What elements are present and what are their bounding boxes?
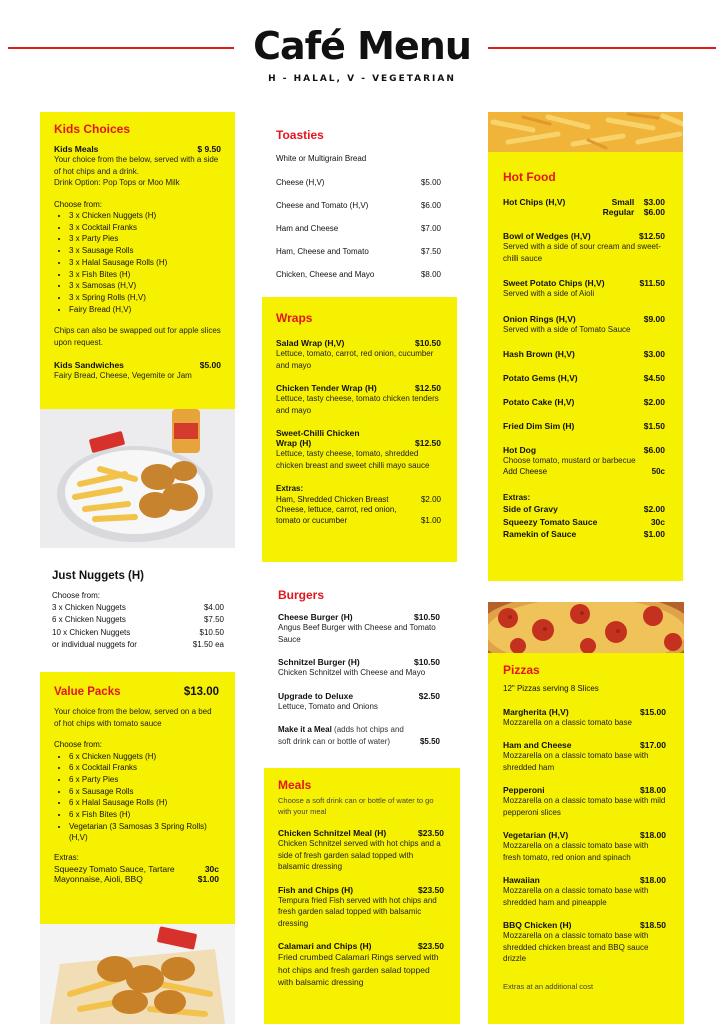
fries-photo bbox=[488, 112, 683, 152]
wraps-title: Wraps bbox=[276, 311, 313, 325]
meal-upgrade-name: Make it a Meal bbox=[278, 725, 332, 734]
value-packs-header bbox=[54, 686, 219, 698]
hot-food-extra-row bbox=[503, 528, 665, 541]
nuggets-row-name: 6 x Chicken Nuggets bbox=[52, 615, 126, 624]
toasties-bread: White or Multigrain Bread bbox=[276, 154, 367, 163]
wrap-extra-price: $2.00 bbox=[420, 494, 441, 504]
burger-name: Upgrade to Deluxe bbox=[278, 690, 354, 701]
toastie-name: Ham, Cheese and Tomato bbox=[276, 246, 369, 256]
hot-food-extra-price: $2.00 bbox=[643, 504, 665, 514]
pizzas-note: 12" Pizzas serving 8 Slices bbox=[503, 684, 599, 693]
hot-chips-regular-price: $6.00 bbox=[643, 207, 665, 217]
hot-food-name: Fried Dim Sim (H) bbox=[503, 421, 575, 431]
wrap-row bbox=[276, 383, 441, 393]
hot-dog-price: $6.00 bbox=[643, 445, 665, 455]
wrap-desc: Lettuce, tasty cheese, tomato chicken tenders and mayo bbox=[276, 394, 439, 415]
pizza-name: Hawaiian bbox=[503, 875, 540, 885]
wrap-name: Wrap (H) bbox=[276, 438, 312, 448]
meals-title: Meals bbox=[278, 778, 312, 792]
hot-food-extra-name: Side of Gravy bbox=[503, 504, 558, 514]
table-row bbox=[276, 224, 441, 247]
hot-food-name: Onion Rings (H,V) bbox=[503, 313, 576, 324]
pizza-desc: Mozzarella on a classic tomato base with shredded chicken breast and BBQ sauce drizzle bbox=[503, 931, 649, 963]
table-row bbox=[276, 178, 441, 201]
meal-price: $23.50 bbox=[418, 941, 444, 951]
hot-food-name: Potato Cake (H,V) bbox=[503, 397, 575, 407]
wrap-name: Sweet-Chilli Chicken bbox=[276, 428, 360, 438]
kids-meals-row bbox=[54, 144, 221, 154]
pizza-price: $15.00 bbox=[640, 706, 666, 717]
value-choose-from: Choose from: bbox=[54, 740, 103, 749]
pizza-row bbox=[503, 740, 666, 750]
pizza-row bbox=[503, 785, 666, 795]
hot-dog-add-price: 50c bbox=[651, 466, 665, 476]
kids-chips-note: Chips can also be swapped out for apple slices upon request. bbox=[54, 326, 221, 347]
hot-food-row bbox=[503, 397, 665, 421]
table-row bbox=[52, 639, 224, 652]
meal-row bbox=[278, 885, 444, 895]
list-item: • 6 x Sausage Rolls bbox=[69, 786, 219, 798]
hot-food-extra-name: Squeezy Tomato Sauce bbox=[503, 516, 598, 527]
toastie-name: Cheese and Tomato (H,V) bbox=[276, 200, 369, 210]
wrap-price: $12.50 bbox=[415, 383, 441, 393]
list-item: • 3 x Spring Rolls (H,V) bbox=[69, 292, 221, 304]
hot-food-extras-label: Extras: bbox=[503, 492, 531, 502]
menu-subtitle: H - HALAL, V - VEGETARIAN bbox=[268, 74, 456, 84]
hot-food-name: Bowl of Wedges (H,V) bbox=[503, 231, 591, 241]
table-row bbox=[52, 627, 224, 640]
list-item: • 6 x Fish Bites (H) bbox=[69, 809, 219, 821]
toasties-title: Toasties bbox=[276, 128, 324, 142]
hot-dog-add-label: Add Cheese bbox=[503, 466, 548, 476]
meal-desc: Chicken Schnitzel served with hot chips and a side of fresh garden salad topped with balsamic dressing bbox=[278, 839, 441, 871]
hot-chips-name: Hot Chips (H,V) bbox=[503, 197, 566, 207]
hot-food-desc: Served with a side of Tomato Sauce bbox=[503, 324, 631, 334]
nuggets-row-price: $10.50 bbox=[199, 627, 224, 637]
wrap-name: Chicken Tender Wrap (H) bbox=[276, 383, 377, 393]
list-item: • 6 x Cocktail Franks bbox=[69, 762, 219, 774]
pizza-price: $18.00 bbox=[640, 875, 666, 885]
kids-choice-list bbox=[54, 210, 221, 315]
list-item: • 3 x Chicken Nuggets (H) bbox=[69, 210, 221, 222]
pizza-row bbox=[503, 875, 666, 885]
wrap-extra-row bbox=[276, 495, 441, 504]
hot-food-desc: Served with a side of Aioli bbox=[503, 289, 595, 298]
value-extra-row bbox=[54, 864, 219, 874]
pizza-desc: Mozzarella on a classic tomato base bbox=[503, 717, 632, 727]
table-row bbox=[276, 201, 441, 224]
hot-dog-add-row bbox=[503, 467, 665, 476]
burger-name: Schnitzel Burger (H) bbox=[278, 657, 360, 667]
hot-food-price: $12.50 bbox=[639, 231, 665, 241]
burger-name: Cheese Burger (H) bbox=[278, 612, 353, 622]
hot-food-extra-price: $1.00 bbox=[643, 529, 665, 539]
pizza-row bbox=[503, 920, 666, 930]
value-extra-name: Mayonnaise, Aioli, BBQ bbox=[54, 873, 143, 884]
list-item: • 3 x Party Pies bbox=[69, 233, 221, 245]
hot-food-row bbox=[503, 421, 665, 445]
pizza-price: $18.00 bbox=[640, 785, 666, 795]
hot-food-name: Potato Gems (H,V) bbox=[503, 373, 578, 383]
value-extras-label: Extras: bbox=[54, 853, 79, 863]
hot-dog-name: Hot Dog bbox=[503, 445, 537, 455]
hot-food-name: Hash Brown (H,V) bbox=[503, 349, 575, 359]
table-row bbox=[276, 247, 441, 270]
table-row bbox=[52, 614, 224, 627]
hot-chips-small-price: $3.00 bbox=[643, 197, 665, 207]
meal-upgrade-price: $5.50 bbox=[419, 736, 440, 746]
value-pack-photo bbox=[40, 924, 235, 1024]
nuggets-row-name: 10 x Chicken Nuggets bbox=[52, 627, 131, 637]
hot-food-row bbox=[503, 278, 665, 288]
kids-choose-from: Choose from: bbox=[54, 199, 103, 209]
hot-food-price: $2.00 bbox=[643, 397, 665, 407]
kids-sandwiches-row bbox=[54, 360, 221, 370]
burger-desc: Chicken Schnitzel with Cheese and Mayo bbox=[278, 668, 426, 677]
hot-food-name: Sweet Potato Chips (H,V) bbox=[503, 278, 605, 288]
meals-note: Choose a soft drink can or bottle of water to go with your meal bbox=[278, 796, 434, 816]
value-extra-price: $1.00 bbox=[197, 873, 219, 884]
pizza-row bbox=[503, 707, 666, 717]
hot-food-extra-row bbox=[503, 503, 665, 516]
wrap-extra-name: Ham, Shredded Chicken Breast bbox=[276, 494, 389, 504]
list-item: • 6 x Party Pies bbox=[69, 774, 219, 786]
value-extra-name: Squeezy Tomato Sauce, Tartare bbox=[54, 863, 175, 874]
list-item: • 3 x Samosas (H,V) bbox=[69, 280, 221, 292]
hot-food-panel bbox=[488, 152, 683, 581]
pizzas-title: Pizzas bbox=[503, 663, 540, 677]
meal-price: $23.50 bbox=[418, 884, 444, 895]
meal-row bbox=[278, 828, 444, 838]
pizza-price: $18.50 bbox=[640, 920, 666, 930]
pizza-photo bbox=[488, 602, 684, 653]
pizza-name: Vegetarian (H,V) bbox=[503, 830, 569, 840]
meals-panel bbox=[264, 768, 460, 1024]
list-item: • 3 x Fish Bites (H) bbox=[69, 269, 221, 281]
pizza-desc: Mozzarella on a classic tomato base with mild pepperoni slices bbox=[503, 796, 666, 817]
kids-drink-option: Drink Option: Pop Tops or Moo Milk bbox=[54, 178, 180, 187]
burgers-title: Burgers bbox=[278, 588, 325, 602]
pizzas-panel bbox=[488, 653, 684, 1024]
meal-row bbox=[278, 941, 444, 951]
wrap-desc: Lettuce, tasty cheese, tomato, shredded chicken breast and sweet chilli mayo sauce bbox=[276, 449, 430, 470]
pizza-name: BBQ Chicken (H) bbox=[503, 920, 572, 930]
burgers-section bbox=[278, 588, 440, 747]
table-row bbox=[276, 270, 441, 293]
pizza-name: Ham and Cheese bbox=[503, 740, 572, 750]
list-item: • 6 x Halal Sausage Rolls (H) bbox=[69, 797, 219, 809]
kids-meals-desc: Your choice from the below, served with a side of hot chips and a drink. bbox=[54, 155, 219, 176]
wraps-panel bbox=[262, 297, 457, 562]
toastie-price: $8.00 bbox=[420, 269, 441, 279]
toastie-price: $6.00 bbox=[420, 200, 441, 210]
value-extra-price: 30c bbox=[204, 863, 219, 874]
wrap-price: $12.50 bbox=[415, 438, 441, 448]
hot-chips-row bbox=[503, 197, 665, 207]
pizza-row bbox=[503, 830, 666, 840]
hot-chips-regular-label: Regular bbox=[602, 207, 635, 217]
pizza-name: Margherita (H,V) bbox=[503, 706, 569, 717]
toastie-name: Ham and Cheese bbox=[276, 223, 339, 233]
hot-food-price: $11.50 bbox=[639, 278, 665, 288]
burger-desc: Lettuce, Tomato and Onions bbox=[278, 701, 378, 711]
meal-name: Chicken Schnitzel Meal (H) bbox=[278, 828, 387, 838]
kids-meals-price: $ 9.50 bbox=[197, 144, 221, 154]
meal-desc: Fried crumbed Calamari Rings served with hot chips and fresh garden salad topped with balsamic dressing bbox=[278, 952, 439, 987]
pizza-desc: Mozzarella on a classic tomato base with fresh tomato, red onion and spinach bbox=[503, 841, 649, 862]
hot-chips-regular-row bbox=[503, 207, 665, 217]
hot-food-price: $1.50 bbox=[643, 421, 665, 431]
value-extra-row bbox=[54, 874, 219, 884]
kids-meal-photo bbox=[40, 409, 235, 548]
kids-sandwiches-desc: Fairy Bread, Cheese, Vegemite or Jam bbox=[54, 371, 192, 381]
meal-price: $23.50 bbox=[418, 828, 444, 838]
wrap-name: Salad Wrap (H,V) bbox=[276, 338, 345, 348]
pizza-name: Pepperoni bbox=[503, 785, 545, 795]
hot-food-extra-row bbox=[503, 516, 665, 529]
kids-sandwiches-price: $5.00 bbox=[199, 360, 221, 371]
hot-food-price: $4.50 bbox=[643, 373, 665, 383]
burger-row bbox=[278, 691, 440, 701]
wrap-desc: Lettuce, tomato, carrot, red onion, cucumber and mayo bbox=[276, 349, 434, 370]
list-item: • 3 x Halal Sausage Rolls (H) bbox=[69, 257, 221, 269]
list-item: • 6 x Chicken Nuggets (H) bbox=[69, 751, 219, 763]
toastie-price: $7.50 bbox=[420, 246, 441, 256]
wrap-extra-name: Cheese, lettuce, carrot, red onion, tomato or cucumber bbox=[276, 504, 397, 525]
list-item: • Vegetarian (3 Samosas 3 Spring Rolls) (H,V) bbox=[69, 821, 219, 844]
value-packs-title: Value Packs bbox=[54, 686, 121, 698]
hot-food-row bbox=[503, 231, 665, 241]
toastie-name: Chicken, Cheese and Mayo bbox=[276, 269, 375, 279]
pizzas-footer: Extras at an additional cost bbox=[503, 981, 594, 991]
meal-upgrade-note: (adds hot chips and soft drink can or bottle of water) bbox=[278, 725, 404, 746]
meal-name: Fish and Chips (H) bbox=[278, 884, 354, 895]
burger-row bbox=[278, 657, 440, 667]
burger-row bbox=[278, 612, 440, 622]
hot-dog-row bbox=[503, 445, 665, 455]
kids-sandwiches-name: Kids Sandwiches bbox=[54, 360, 124, 371]
wrap-row bbox=[276, 438, 441, 448]
kids-meals-name: Kids Meals bbox=[54, 144, 99, 154]
meal-desc: Tempura fried Fish served with hot chips and fresh garden salad topped with balsamic dressing bbox=[278, 895, 437, 928]
wrap-price: $10.50 bbox=[415, 338, 441, 348]
hot-food-extra-price: 30c bbox=[650, 516, 665, 527]
list-item: • 3 x Cocktail Franks bbox=[69, 222, 221, 234]
hot-food-title: Hot Food bbox=[503, 170, 556, 184]
wrap-extra-price: $1.00 bbox=[420, 516, 441, 525]
nuggets-choose-from: Choose from: bbox=[52, 591, 101, 600]
meal-name: Calamari and Chips (H) bbox=[278, 941, 372, 951]
nuggets-row-price: $1.50 ea bbox=[192, 640, 224, 649]
menu-title: Café Menu bbox=[253, 24, 471, 68]
kids-choices-panel bbox=[40, 112, 235, 409]
list-item: • Fairy Bread (H,V) bbox=[69, 304, 221, 316]
meal-upgrade-row bbox=[278, 724, 440, 747]
wrap-row-line1 bbox=[276, 428, 441, 438]
hot-food-price: $3.00 bbox=[643, 349, 665, 359]
value-packs-panel bbox=[40, 672, 235, 924]
value-packs-price: $13.00 bbox=[183, 686, 219, 698]
nuggets-row-price: $4.00 bbox=[203, 602, 224, 612]
hot-food-price: $9.00 bbox=[643, 313, 665, 324]
nuggets-title: Just Nuggets (H) bbox=[52, 570, 144, 582]
value-choice-list bbox=[54, 751, 219, 845]
nuggets-row-name: or individual nuggets for bbox=[52, 640, 137, 649]
pizza-price: $17.00 bbox=[640, 740, 666, 750]
nuggets-row-price: $7.50 bbox=[203, 615, 224, 624]
hot-food-row bbox=[503, 349, 665, 373]
toastie-price: $5.00 bbox=[420, 177, 441, 187]
pizza-desc: Mozzarella on a classic tomato base with shredded ham and pineapple bbox=[503, 886, 649, 907]
hot-food-row bbox=[503, 314, 665, 324]
burger-price: $10.50 bbox=[414, 657, 440, 667]
pizza-price: $18.00 bbox=[640, 830, 666, 840]
list-item: • 3 x Sausage Rolls bbox=[69, 245, 221, 257]
toastie-name: Cheese (H,V) bbox=[276, 177, 325, 187]
toasties-section bbox=[276, 128, 441, 293]
pizza-desc: Mozzarella on a classic tomato base with shredded ham bbox=[503, 751, 649, 772]
burger-price: $10.50 bbox=[414, 612, 440, 622]
toastie-price: $7.00 bbox=[420, 223, 441, 233]
wrap-row bbox=[276, 338, 441, 348]
hot-dog-desc: Choose tomato, mustard or barbecue bbox=[503, 456, 636, 465]
kids-choices-title: Kids Choices bbox=[54, 122, 131, 136]
nuggets-row-name: 3 x Chicken Nuggets bbox=[52, 602, 126, 612]
value-packs-desc: Your choice from the below, served on a bed of hot chips with tomato sauce bbox=[54, 707, 212, 728]
nuggets-section bbox=[52, 570, 224, 652]
hot-chips-small-label: Small bbox=[611, 197, 635, 207]
hot-food-row bbox=[503, 373, 665, 397]
hot-food-desc: Served with a side of sour cream and sweet-chilli sauce bbox=[503, 242, 661, 263]
table-row bbox=[52, 602, 224, 615]
hot-food-extra-name: Ramekin of Sauce bbox=[503, 529, 577, 539]
burger-price: $2.50 bbox=[418, 690, 440, 701]
wraps-extras-label: Extras: bbox=[276, 484, 304, 493]
burger-desc: Angus Beef Burger with Cheese and Tomato Sauce bbox=[278, 623, 436, 644]
wrap-extra-row bbox=[276, 504, 441, 527]
